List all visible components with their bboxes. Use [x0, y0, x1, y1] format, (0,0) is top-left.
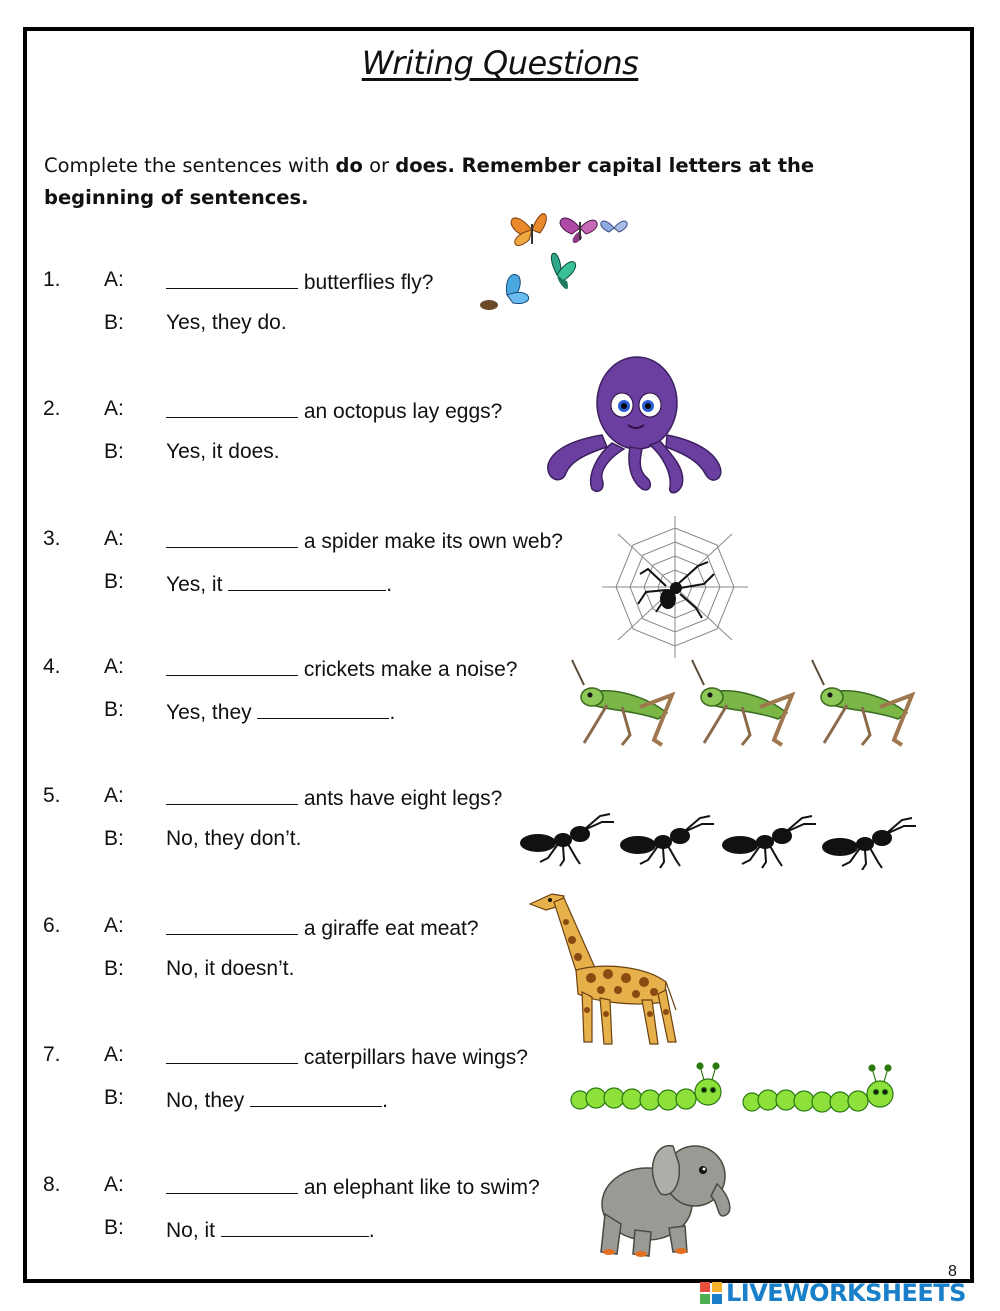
answer-blank-3b[interactable] [228, 570, 386, 591]
answer-end: . [368, 1219, 375, 1242]
question-number: 5. [43, 784, 61, 807]
ant-icon [723, 816, 816, 868]
speaker-a: A: [104, 527, 124, 550]
speaker-b: B: [104, 957, 124, 980]
speaker-a: A: [104, 1043, 124, 1066]
speaker-a: A: [104, 784, 124, 807]
answer-blank-5a[interactable] [166, 784, 298, 805]
butterfly-icon [480, 275, 529, 310]
cricket-icon [572, 660, 672, 745]
question-number: 3. [43, 527, 61, 550]
instructions-word-do: do [335, 154, 363, 177]
caterpillar-icon [743, 1065, 893, 1112]
butterfly-icon [601, 221, 627, 232]
butterflies-illustration [462, 200, 637, 322]
speaker-a: A: [104, 397, 124, 420]
answer-end: . [382, 1089, 388, 1112]
page-number: 8 [948, 1263, 957, 1280]
spider-web-illustration [598, 514, 752, 660]
answer-blank-4a[interactable] [166, 655, 298, 676]
answer-blank-2a[interactable] [166, 397, 298, 418]
question-number: 4. [43, 655, 61, 678]
instructions-or: or [362, 154, 396, 177]
question-number: 7. [43, 1043, 61, 1066]
question-number: 8. [43, 1173, 61, 1196]
answer-end: . [386, 573, 393, 596]
answer-blank-8a[interactable] [166, 1173, 298, 1194]
liveworksheets-logo[interactable] [700, 1279, 966, 1307]
speaker-b: B: [104, 1216, 124, 1239]
instructions-rest: Remember capital letters at the beginning of sentences. [44, 154, 815, 209]
answer-blank-6a[interactable] [166, 914, 298, 935]
speaker-b: B: [104, 440, 124, 463]
question-text: caterpillars have wings? [303, 1046, 528, 1069]
answer-end: . [389, 701, 396, 724]
instructions-prefix: Complete the sentences with [44, 154, 336, 177]
caterpillars-illustration [570, 1058, 905, 1120]
question-text: ants have eight legs? [303, 787, 503, 810]
answer-text: Yes, they [166, 701, 252, 724]
elephant-illustration [595, 1134, 743, 1262]
answer-blank-3a[interactable] [166, 527, 298, 548]
question-text: an elephant like to swim? [303, 1176, 540, 1199]
octopus-illustration [542, 355, 732, 497]
answer-blank-4b[interactable] [257, 698, 389, 719]
answer-blank-7b[interactable] [250, 1086, 382, 1107]
question-number: 1. [43, 268, 61, 291]
crickets-illustration [562, 655, 922, 750]
speaker-a: A: [104, 655, 124, 678]
speaker-a: A: [104, 1173, 124, 1196]
cricket-icon [692, 660, 792, 745]
butterfly-icon [560, 218, 597, 243]
brand-name: LIVEWORKSHEETS [726, 1279, 966, 1307]
ant-icon [521, 814, 614, 866]
answer-text: Yes, it [166, 573, 223, 596]
caterpillar-icon [571, 1063, 721, 1110]
answer-text: No, it doesn’t. [166, 957, 295, 980]
liveworksheets-icon [700, 1282, 722, 1304]
question-text: crickets make a noise? [303, 658, 518, 681]
speaker-b: B: [104, 698, 124, 721]
speaker-a: A: [104, 914, 124, 937]
answer-text: Yes, it does. [166, 440, 280, 463]
question-text: butterflies fly? [303, 271, 434, 294]
ant-icon [823, 818, 916, 870]
butterfly-icon [551, 253, 575, 289]
answer-text: Yes, they do. [166, 311, 287, 334]
question-text: a spider make its own web? [303, 530, 563, 553]
giraffe-illustration [526, 882, 680, 1050]
speaker-b: B: [104, 827, 124, 850]
answer-blank-8b[interactable] [221, 1216, 369, 1237]
question-number: 2. [43, 397, 61, 420]
answer-text: No, it [166, 1219, 216, 1242]
speaker-b: B: [104, 570, 124, 593]
cricket-icon [812, 660, 912, 745]
answer-blank-1a[interactable] [166, 268, 298, 289]
speaker-b: B: [104, 1086, 124, 1109]
butterfly-icon [511, 214, 546, 246]
speaker-a: A: [104, 268, 124, 291]
answer-text: No, they don’t. [166, 827, 302, 850]
ants-illustration [518, 808, 923, 870]
answer-text: No, they [166, 1089, 245, 1112]
page-title: Writing Questions [361, 44, 639, 82]
ant-icon [621, 816, 714, 868]
question-text: a giraffe eat meat? [303, 917, 479, 940]
speaker-b: B: [104, 311, 124, 334]
question-text: an octopus lay eggs? [303, 400, 503, 423]
instructions-word-does: does. [395, 154, 455, 177]
question-number: 6. [43, 914, 61, 937]
answer-blank-7a[interactable] [166, 1043, 298, 1064]
